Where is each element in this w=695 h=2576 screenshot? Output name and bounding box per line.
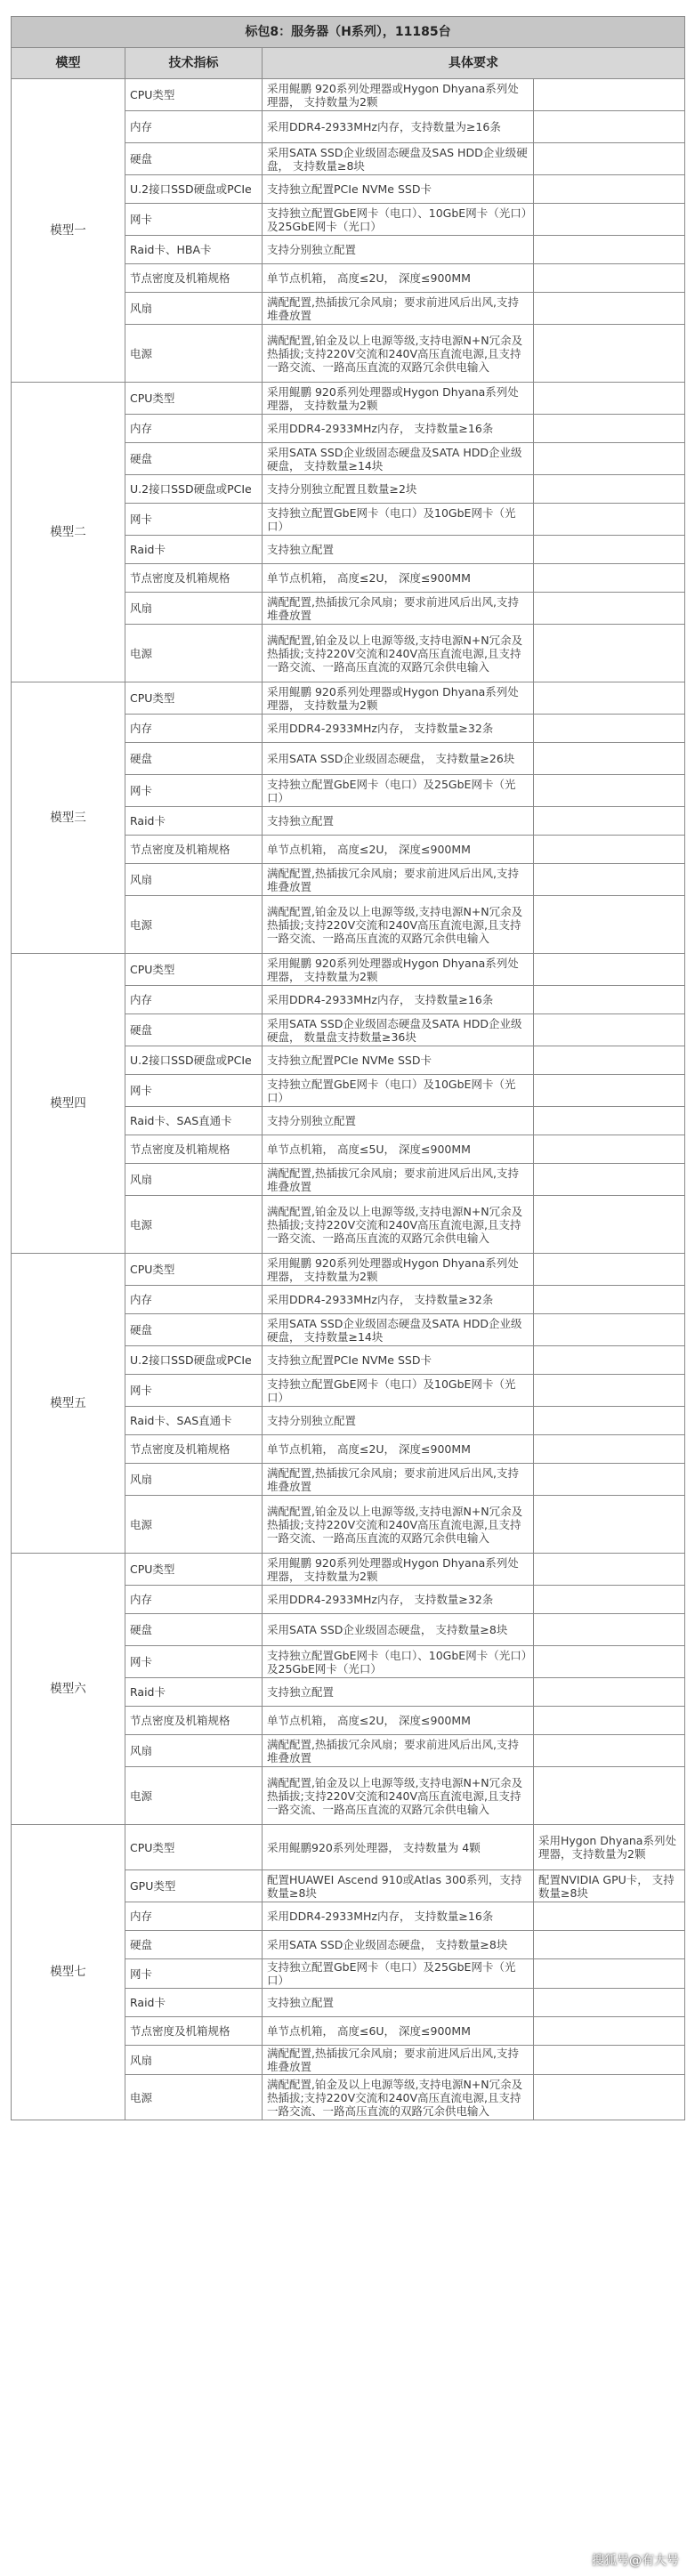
model-name-cell: 模型一 [12,79,125,383]
requirement-cell: 采用鲲鹏 920系列处理器或Hygon Dhyana系列处理器， 支持数量为2颗 [263,383,534,415]
requirement-cell: 支持独立配置GbE网卡（电口）及25GbE网卡（光口） [263,1959,534,1989]
requirement-cell: 满配配置,热插拔冗余风扇；要求前进风后出风,支持堆叠放置 [263,864,534,896]
requirement-cell: 满配配置,热插拔冗余风扇；要求前进风后出风,支持堆叠放置 [263,1464,534,1496]
requirement-cell: 采用SATA SSD企业级固态硬盘及SATA HDD企业级硬盘， 支持数量≥14块 [263,443,534,475]
indicator-cell: 电源 [125,2075,263,2120]
empty-cell [534,1107,685,1135]
indicator-cell: Raid卡、HBA卡 [125,236,263,264]
requirement-cell: 采用DDR4-2933MHz内存， 支持数量≥16条 [263,1902,534,1931]
empty-cell [534,383,685,415]
empty-cell [534,2017,685,2046]
requirement-cell: 支持分别独立配置 [263,1407,534,1435]
indicator-cell: CPU类型 [125,682,263,715]
empty-cell [534,1135,685,1164]
indicator-cell: 节点密度及机箱规格 [125,2017,263,2046]
requirement-cell: 满配配置,热插拔冗余风扇；要求前进风后出风,支持堆叠放置 [263,1735,534,1767]
indicator-cell: CPU类型 [125,954,263,986]
empty-cell [534,143,685,175]
indicator-cell: 网卡 [125,1075,263,1107]
requirement-cell: 支持独立配置 [263,1678,534,1707]
empty-cell [534,775,685,807]
empty-cell [534,1464,685,1496]
indicator-cell: 风扇 [125,1735,263,1767]
requirement-cell: 支持独立配置GbE网卡（电口）及10GbE网卡（光口） [263,1075,534,1107]
indicator-cell: 硬盘 [125,1614,263,1646]
indicator-cell: Raid卡 [125,536,263,564]
table-row [12,682,685,715]
indicator-cell: 网卡 [125,1959,263,1989]
empty-cell [534,1586,685,1614]
empty-cell [534,1767,685,1825]
model-name-cell: 模型五 [12,1254,125,1554]
empty-cell [534,1959,685,1989]
empty-cell [534,864,685,896]
requirement-cell: 采用DDR4-2933MHz内存， 支持数量≥16条 [263,415,534,443]
empty-cell [534,896,685,954]
indicator-cell: U.2接口SSD硬盘或PCIe [125,175,263,204]
indicator-cell: GPU类型 [125,1870,263,1902]
empty-cell [534,1707,685,1735]
empty-cell [534,1046,685,1075]
requirement-cell: 支持独立配置 [263,1989,534,2017]
requirement-cell: 满配配置,热插拔冗余风扇；要求前进风后出风,支持堆叠放置 [263,1164,534,1196]
requirement-cell: 支持独立配置GbE网卡（电口）及25GbE网卡（光口） [263,775,534,807]
empty-cell [534,1614,685,1646]
requirement-cell: 支持分别独立配置 [263,236,534,264]
empty-cell [534,986,685,1014]
empty-cell [534,1931,685,1959]
indicator-cell: 硬盘 [125,143,263,175]
indicator-cell: CPU类型 [125,1825,263,1870]
indicator-cell: 硬盘 [125,1314,263,1346]
empty-cell [534,111,685,143]
indicator-cell: 网卡 [125,1375,263,1407]
empty-cell [534,593,685,625]
indicator-cell: Raid卡 [125,807,263,836]
requirement-cell: 满配配置,热插拔冗余风扇；要求前进风后出风,支持堆叠放置 [263,593,534,625]
requirement-cell: 采用DDR4-2933MHz内存， 支持数量≥16条 [263,986,534,1014]
table-body [12,79,685,2120]
empty-cell [534,1375,685,1407]
requirement-cell: 支持分别独立配置 [263,1107,534,1135]
empty-cell [534,836,685,864]
empty-cell [534,954,685,986]
empty-cell [534,743,685,775]
indicator-cell: U.2接口SSD硬盘或PCIe [125,1346,263,1375]
requirement-cell: 支持独立配置PCIe NVMe SSD卡 [263,1046,534,1075]
model-name-cell: 模型三 [12,682,125,954]
indicator-cell: 网卡 [125,204,263,236]
empty-cell [534,682,685,715]
indicator-cell: Raid卡、SAS直通卡 [125,1407,263,1435]
header-requirement: 具体要求 [263,48,685,79]
requirement-cell: 满配配置,铂金及以上电源等级,支持电源N+N冗余及热插拔;支持220V交流和240V高压直流电源,且支持一路交流、一路高压直流的双路冗余供电输入 [263,1196,534,1254]
empty-cell [534,1014,685,1046]
indicator-cell: 风扇 [125,1164,263,1196]
empty-cell [534,264,685,293]
empty-cell [534,564,685,593]
header-model: 模型 [12,48,125,79]
indicator-cell: 风扇 [125,1464,263,1496]
spec-table [11,16,685,2120]
requirement-cell: 支持独立配置 [263,807,534,836]
requirement-cell: 采用SATA SSD企业级固态硬盘及SATA HDD企业级硬盘， 支持数量≥14块 [263,1314,534,1346]
indicator-cell: 电源 [125,1496,263,1554]
empty-cell [534,1435,685,1464]
requirement-cell: 单节点机箱， 高度≤2U， 深度≤900MM [263,1435,534,1464]
empty-cell [534,715,685,743]
indicator-cell: 节点密度及机箱规格 [125,1707,263,1735]
indicator-cell: 内存 [125,986,263,1014]
indicator-cell: 内存 [125,111,263,143]
indicator-cell: 内存 [125,1286,263,1314]
indicator-cell: 硬盘 [125,1931,263,1959]
empty-cell [534,443,685,475]
empty-cell [534,807,685,836]
requirement-cell: 支持独立配置GbE网卡（电口）及10GbE网卡（光口） [263,504,534,536]
indicator-cell: 风扇 [125,864,263,896]
requirement-cell: 采用鲲鹏920系列处理器， 支持数量为 4颗 [263,1825,534,1870]
indicator-cell: 内存 [125,1586,263,1614]
requirement-cell: 支持独立配置PCIe NVMe SSD卡 [263,175,534,204]
requirement-cell: 满配配置,铂金及以上电源等级,支持电源N+N冗余及热插拔;支持220V交流和240V高压直流电源,且支持一路交流、一路高压直流的双路冗余供电输入 [263,625,534,682]
empty-cell [534,1314,685,1346]
table-row [12,1554,685,1586]
spec-sheet [11,16,684,2120]
requirement-cell: 采用鲲鹏 920系列处理器或Hygon Dhyana系列处理器， 支持数量为2颗 [263,1254,534,1286]
indicator-cell: 网卡 [125,1646,263,1678]
empty-cell [534,1902,685,1931]
empty-cell [534,325,685,383]
table-row [12,954,685,986]
indicator-cell: 风扇 [125,293,263,325]
empty-cell [534,1646,685,1678]
indicator-cell: 风扇 [125,593,263,625]
indicator-cell: 电源 [125,896,263,954]
indicator-cell: CPU类型 [125,1254,263,1286]
requirement-cell: 采用DDR4-2933MHz内存， 支持数量≥32条 [263,1286,534,1314]
model-name-cell: 模型二 [12,383,125,682]
requirement-cell: 满配配置,铂金及以上电源等级,支持电源N+N冗余及热插拔;支持220V交流和240V高压直流电源,且支持一路交流、一路高压直流的双路冗余供电输入 [263,2075,534,2120]
indicator-cell: 硬盘 [125,743,263,775]
table-row [12,1825,685,1870]
requirement-cell: 支持分别独立配置且数量≥2块 [263,475,534,504]
empty-cell [534,536,685,564]
requirement-cell: 采用鲲鹏 920系列处理器或Hygon Dhyana系列处理器， 支持数量为2颗 [263,954,534,986]
empty-cell [534,1678,685,1707]
requirement-cell: 单节点机箱， 高度≤6U， 深度≤900MM [263,2017,534,2046]
empty-cell [534,1254,685,1286]
table-row [12,79,685,111]
requirement-cell: 满配配置,铂金及以上电源等级,支持电源N+N冗余及热插拔;支持220V交流和240V高压直流电源,且支持一路交流、一路高压直流的双路冗余供电输入 [263,896,534,954]
requirement-cell: 采用鲲鹏 920系列处理器或Hygon Dhyana系列处理器， 支持数量为2颗 [263,682,534,715]
indicator-cell: 网卡 [125,775,263,807]
empty-cell [534,236,685,264]
indicator-cell: Raid卡 [125,1989,263,2017]
requirement-cell: 满配配置,铂金及以上电源等级,支持电源N+N冗余及热插拔;支持220V交流和240V高压直流电源,且支持一路交流、一路高压直流的双路冗余供电输入 [263,1767,534,1825]
empty-cell [534,1196,685,1254]
indicator-cell: 硬盘 [125,1014,263,1046]
requirement-cell: 单节点机箱， 高度≤2U， 深度≤900MM [263,1707,534,1735]
requirement-cell: 满配配置,热插拔冗余风扇；要求前进风后出风,支持堆叠放置 [263,293,534,325]
requirement-cell: 支持独立配置 [263,536,534,564]
indicator-cell: 硬盘 [125,443,263,475]
indicator-cell: 内存 [125,415,263,443]
requirement-cell: 支持独立配置GbE网卡（电口）及10GbE网卡（光口） [263,1375,534,1407]
header-indicator: 技术指标 [125,48,263,79]
requirement-cell: 采用SATA SSD企业级固态硬盘及SAS HDD企业级硬盘， 支持数量≥8块 [263,143,534,175]
requirement-cell: 采用SATA SSD企业级固态硬盘， 支持数量≥8块 [263,1931,534,1959]
indicator-cell: 电源 [125,1196,263,1254]
table-title: 标包8：服务器（H系列），11185台 [12,17,685,48]
requirement-cell: 采用鲲鹏 920系列处理器或Hygon Dhyana系列处理器， 支持数量为2颗 [263,79,534,111]
empty-cell [534,504,685,536]
table-row [12,383,685,415]
requirement-cell: 采用鲲鹏 920系列处理器或Hygon Dhyana系列处理器， 支持数量为2颗 [263,1554,534,1586]
requirement-cell: 单节点机箱， 高度≤5U， 深度≤900MM [263,1135,534,1164]
indicator-cell: CPU类型 [125,1554,263,1586]
alt-requirement-cell: 配置NVIDIA GPU卡， 支持数量≥8块 [534,1870,685,1902]
requirement-cell: 采用DDR4-2933MHz内存， 支持数量≥32条 [263,715,534,743]
indicator-cell: U.2接口SSD硬盘或PCIe [125,1046,263,1075]
empty-cell [534,1554,685,1586]
indicator-cell: 风扇 [125,2046,263,2075]
empty-cell [534,175,685,204]
indicator-cell: 节点密度及机箱规格 [125,1435,263,1464]
indicator-cell: 电源 [125,625,263,682]
empty-cell [534,1346,685,1375]
empty-cell [534,625,685,682]
empty-cell [534,1496,685,1554]
indicator-cell: 内存 [125,715,263,743]
requirement-cell: 采用DDR4-2933MHz内存，支持数量为≥16条 [263,111,534,143]
requirement-cell: 支持独立配置GbE网卡（电口）、10GbE网卡（光口）及25GbE网卡（光口） [263,204,534,236]
indicator-cell: 内存 [125,1902,263,1931]
requirement-cell: 满配配置,铂金及以上电源等级,支持电源N+N冗余及热插拔;支持220V交流和240V高压直流电源,且支持一路交流、一路高压直流的双路冗余供电输入 [263,1496,534,1554]
watermark: 搜狐号@有大号 [592,2554,679,2568]
indicator-cell: 电源 [125,325,263,383]
requirement-cell: 满配配置,铂金及以上电源等级,支持电源N+N冗余及热插拔;支持220V交流和240V高压直流电源,且支持一路交流、一路高压直流的双路冗余供电输入 [263,325,534,383]
indicator-cell: Raid卡、SAS直通卡 [125,1107,263,1135]
requirement-cell: 单节点机箱， 高度≤2U， 深度≤900MM [263,264,534,293]
empty-cell [534,293,685,325]
indicator-cell: CPU类型 [125,383,263,415]
empty-cell [534,204,685,236]
indicator-cell: 电源 [125,1767,263,1825]
model-name-cell: 模型六 [12,1554,125,1825]
empty-cell [534,1989,685,2017]
requirement-cell: 支持独立配置PCIe NVMe SSD卡 [263,1346,534,1375]
indicator-cell: 节点密度及机箱规格 [125,836,263,864]
alt-requirement-cell: 采用Hygon Dhyana系列处理器，支持数量为2颗 [534,1825,685,1870]
indicator-cell: 网卡 [125,504,263,536]
indicator-cell: CPU类型 [125,79,263,111]
indicator-cell: U.2接口SSD硬盘或PCIe [125,475,263,504]
empty-cell [534,415,685,443]
requirement-cell: 采用SATA SSD企业级固态硬盘， 支持数量≥26块 [263,743,534,775]
requirement-cell: 配置HUAWEI Ascend 910或Atlas 300系列，支持数量≥8块 [263,1870,534,1902]
empty-cell [534,1407,685,1435]
requirement-cell: 采用DDR4-2933MHz内存， 支持数量≥32条 [263,1586,534,1614]
model-name-cell: 模型七 [12,1825,125,2120]
requirement-cell: 单节点机箱， 高度≤2U， 深度≤900MM [263,836,534,864]
indicator-cell: 节点密度及机箱规格 [125,1135,263,1164]
requirement-cell: 采用SATA SSD企业级固态硬盘及SATA HDD企业级硬盘， 数量盘支持数量≥36块 [263,1014,534,1046]
requirement-cell: 单节点机箱， 高度≤2U， 深度≤900MM [263,564,534,593]
model-name-cell: 模型四 [12,954,125,1254]
table-row [12,1254,685,1286]
empty-cell [534,1735,685,1767]
indicator-cell: Raid卡 [125,1678,263,1707]
requirement-cell: 采用SATA SSD企业级固态硬盘， 支持数量≥8块 [263,1614,534,1646]
empty-cell [534,1286,685,1314]
requirement-cell: 满配配置,热插拔冗余风扇；要求前进风后出风,支持堆叠放置 [263,2046,534,2075]
empty-cell [534,1164,685,1196]
empty-cell [534,475,685,504]
empty-cell [534,79,685,111]
empty-cell [534,2046,685,2075]
indicator-cell: 节点密度及机箱规格 [125,264,263,293]
empty-cell [534,2075,685,2120]
requirement-cell: 支持独立配置GbE网卡（电口）、10GbE网卡（光口）及25GbE网卡（光口） [263,1646,534,1678]
indicator-cell: 节点密度及机箱规格 [125,564,263,593]
empty-cell [534,1075,685,1107]
